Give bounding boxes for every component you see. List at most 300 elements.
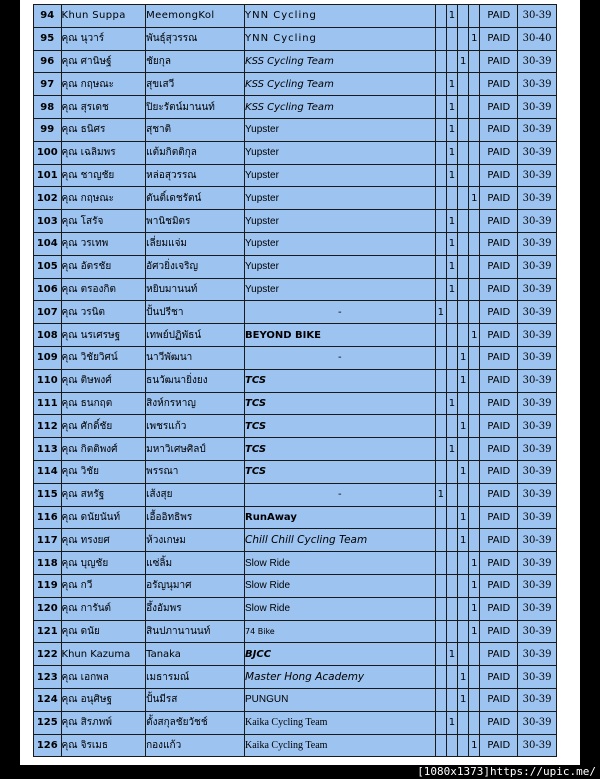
flag-cell (469, 506, 480, 529)
flag-cell (469, 529, 480, 552)
age-group-cell: 30-39 (518, 597, 557, 620)
flag-cell (446, 415, 457, 438)
row-number-cell: 115 (34, 483, 62, 506)
first-name-cell: คุณ วรนิต (61, 301, 146, 324)
flag-cell: 1 (446, 392, 457, 415)
row-number-cell: 110 (34, 369, 62, 392)
row-number-cell: 109 (34, 346, 62, 369)
flag-cell (458, 734, 469, 757)
first-name-cell: คุณ กวี (61, 574, 146, 597)
age-group-cell: 30-39 (518, 369, 557, 392)
age-group-cell: 30-39 (518, 574, 557, 597)
row-number-cell: 95 (34, 27, 62, 50)
flag-cell (446, 552, 457, 575)
flag-cell (469, 460, 480, 483)
payment-status-cell: PAID (480, 346, 518, 369)
flag-cell: 1 (469, 734, 480, 757)
last-name-cell: เพชรแก้ว (146, 415, 245, 438)
table-row (34, 734, 557, 757)
team-cell: YNN Cycling (245, 5, 436, 28)
team-cell: TCS (245, 460, 436, 483)
flag-cell: 1 (446, 643, 457, 666)
row-number-cell: 101 (34, 164, 62, 187)
last-name-cell: พานิชมิตร (146, 210, 245, 233)
payment-status-cell: PAID (480, 210, 518, 233)
last-name-cell: ปั้นมีรส (146, 688, 245, 711)
row-number-cell: 103 (34, 210, 62, 233)
age-group-cell: 30-39 (518, 96, 557, 119)
row-number-cell: 107 (34, 301, 62, 324)
team-cell: - (245, 301, 436, 324)
table-row (34, 5, 557, 28)
flag-cell (446, 734, 457, 757)
flag-cell (435, 460, 446, 483)
table-row (34, 301, 557, 324)
table-row (34, 50, 557, 73)
row-number-cell: 102 (34, 187, 62, 210)
last-name-cell: MeemongKol (146, 5, 245, 28)
flag-cell (435, 643, 446, 666)
flag-cell (435, 574, 446, 597)
table-row (34, 483, 557, 506)
flag-cell (458, 620, 469, 643)
age-group-cell: 30-39 (518, 5, 557, 28)
age-group-cell: 30-39 (518, 255, 557, 278)
team-cell: Master Hong Academy (245, 666, 436, 689)
payment-status-cell: PAID (480, 5, 518, 28)
age-group-cell: 30-39 (518, 73, 557, 96)
flag-cell (458, 187, 469, 210)
flag-cell: 1 (446, 73, 457, 96)
age-group-cell: 30-39 (518, 734, 557, 757)
age-group-cell: 30-39 (518, 232, 557, 255)
flag-cell: 1 (446, 5, 457, 28)
table-row (34, 369, 557, 392)
flag-cell (469, 711, 480, 734)
flag-cell (458, 164, 469, 187)
flag-cell (469, 688, 480, 711)
row-number-cell: 116 (34, 506, 62, 529)
payment-status-cell: PAID (480, 118, 518, 141)
last-name-cell: ชัยกุล (146, 50, 245, 73)
flag-cell (435, 529, 446, 552)
flag-cell: 1 (469, 324, 480, 347)
flag-cell (458, 5, 469, 28)
flag-cell (435, 255, 446, 278)
flag-cell: 1 (458, 346, 469, 369)
age-group-cell: 30-39 (518, 438, 557, 461)
flag-cell (469, 210, 480, 233)
table-row (34, 574, 557, 597)
flag-cell (435, 164, 446, 187)
team-cell: - (245, 346, 436, 369)
payment-status-cell: PAID (480, 187, 518, 210)
last-name-cell: เส้งสุย (146, 483, 245, 506)
flag-cell (469, 643, 480, 666)
flag-cell (435, 346, 446, 369)
row-number-cell: 126 (34, 734, 62, 757)
team-cell: TCS (245, 415, 436, 438)
table-row (34, 643, 557, 666)
flag-cell (435, 392, 446, 415)
table-row (34, 506, 557, 529)
age-group-cell: 30-39 (518, 301, 557, 324)
last-name-cell: กองแก้ว (146, 734, 245, 757)
flag-cell (446, 666, 457, 689)
payment-status-cell: PAID (480, 483, 518, 506)
age-group-cell: 30-39 (518, 483, 557, 506)
age-group-cell: 30-39 (518, 711, 557, 734)
flag-cell (469, 392, 480, 415)
flag-cell (469, 232, 480, 255)
flag-cell (469, 438, 480, 461)
payment-status-cell: PAID (480, 232, 518, 255)
flag-cell (435, 210, 446, 233)
flag-cell: 1 (435, 301, 446, 324)
flag-cell: 1 (469, 552, 480, 575)
table-row (34, 255, 557, 278)
last-name-cell: เทพย์ปฏิพัธน์ (146, 324, 245, 347)
flag-cell (435, 141, 446, 164)
payment-status-cell: PAID (480, 643, 518, 666)
payment-status-cell: PAID (480, 141, 518, 164)
team-cell: TCS (245, 369, 436, 392)
team-cell: Yupster (245, 164, 436, 187)
row-number-cell: 98 (34, 96, 62, 119)
table-row (34, 346, 557, 369)
first-name-cell: คุณ กฤษณะ (61, 187, 146, 210)
first-name-cell: คุณ วิชัย (61, 460, 146, 483)
flag-cell (469, 96, 480, 119)
age-group-cell: 30-39 (518, 460, 557, 483)
flag-cell (458, 210, 469, 233)
flag-cell (446, 346, 457, 369)
flag-cell (446, 324, 457, 347)
flag-cell (469, 278, 480, 301)
team-cell: KSS Cycling Team (245, 50, 436, 73)
first-name-cell: Khun Kazuma (61, 643, 146, 666)
team-cell: Yupster (245, 255, 436, 278)
last-name-cell: หยิบมานนท์ (146, 278, 245, 301)
payment-status-cell: PAID (480, 597, 518, 620)
first-name-cell: คุณ ธนิศร (61, 118, 146, 141)
flag-cell (435, 118, 446, 141)
flag-cell (446, 27, 457, 50)
age-group-cell: 30-39 (518, 164, 557, 187)
flag-cell (435, 438, 446, 461)
flag-cell (458, 301, 469, 324)
first-name-cell: คุณ นุวาร์ (61, 27, 146, 50)
age-group-cell: 30-39 (518, 50, 557, 73)
flag-cell (458, 96, 469, 119)
team-cell: 74 Bike (245, 620, 436, 643)
age-group-cell: 30-39 (518, 141, 557, 164)
flag-cell: 1 (458, 666, 469, 689)
flag-cell (446, 529, 457, 552)
first-name-cell: คุณ ติษพงศ์ (61, 369, 146, 392)
flag-cell: 1 (446, 118, 457, 141)
flag-cell (458, 27, 469, 50)
last-name-cell: นาวีพัฒนา (146, 346, 245, 369)
flag-cell: 1 (446, 210, 457, 233)
table-row (34, 27, 557, 50)
row-number-cell: 117 (34, 529, 62, 552)
team-cell: - (245, 483, 436, 506)
flag-cell (458, 438, 469, 461)
flag-cell (458, 597, 469, 620)
row-number-cell: 105 (34, 255, 62, 278)
flag-cell (435, 73, 446, 96)
row-number-cell: 99 (34, 118, 62, 141)
flag-cell: 1 (446, 141, 457, 164)
first-name-cell: คุณ ดนัยนันท์ (61, 506, 146, 529)
team-cell: RunAway (245, 506, 436, 529)
row-number-cell: 111 (34, 392, 62, 415)
age-group-cell: 30-39 (518, 187, 557, 210)
last-name-cell: สินปภานานนท์ (146, 620, 245, 643)
last-name-cell: Tanaka (146, 643, 245, 666)
flag-cell (435, 96, 446, 119)
payment-status-cell: PAID (480, 278, 518, 301)
first-name-cell: คุณ ทรงยศ (61, 529, 146, 552)
participant-table (33, 4, 557, 757)
payment-status-cell: PAID (480, 529, 518, 552)
flag-cell (435, 711, 446, 734)
age-group-cell: 30-39 (518, 529, 557, 552)
table-row (34, 666, 557, 689)
team-cell: KSS Cycling Team (245, 96, 436, 119)
team-cell: Yupster (245, 210, 436, 233)
payment-status-cell: PAID (480, 324, 518, 347)
last-name-cell: ห้วงเกษม (146, 529, 245, 552)
payment-status-cell: PAID (480, 574, 518, 597)
row-number-cell: 106 (34, 278, 62, 301)
first-name-cell: คุณ จิรเมธ (61, 734, 146, 757)
flag-cell (469, 73, 480, 96)
flag-cell: 1 (458, 369, 469, 392)
table-row (34, 96, 557, 119)
payment-status-cell: PAID (480, 96, 518, 119)
flag-cell (446, 50, 457, 73)
last-name-cell: ตั้งสกุลชัยวัชช์ (146, 711, 245, 734)
payment-status-cell: PAID (480, 301, 518, 324)
payment-status-cell: PAID (480, 50, 518, 73)
team-cell: Kaika Cycling Team (245, 734, 436, 757)
flag-cell (458, 324, 469, 347)
last-name-cell: อรัญนุมาศ (146, 574, 245, 597)
table-row (34, 187, 557, 210)
first-name-cell: คุณ ชาญชัย (61, 164, 146, 187)
flag-cell (469, 666, 480, 689)
team-cell: Yupster (245, 232, 436, 255)
last-name-cell: สุชาติ (146, 118, 245, 141)
roster-sheet (20, 0, 580, 765)
first-name-cell: คุณ อัตรชัย (61, 255, 146, 278)
flag-cell (446, 506, 457, 529)
flag-cell: 1 (458, 415, 469, 438)
last-name-cell: อึ้งอัมพร (146, 597, 245, 620)
age-group-cell: 30-39 (518, 346, 557, 369)
first-name-cell: คุณ สิรภพพ์ (61, 711, 146, 734)
age-group-cell: 30-40 (518, 27, 557, 50)
flag-cell (435, 5, 446, 28)
last-name-cell: อัศวยิ่งเจริญ (146, 255, 245, 278)
flag-cell (446, 597, 457, 620)
flag-cell (458, 73, 469, 96)
flag-cell: 1 (458, 460, 469, 483)
first-name-cell: คุณ ศานิษฐ์ (61, 50, 146, 73)
first-name-cell: คุณ การันต์ (61, 597, 146, 620)
team-cell: Chill Chill Cycling Team (245, 529, 436, 552)
payment-status-cell: PAID (480, 415, 518, 438)
first-name-cell: คุณ ดนัย (61, 620, 146, 643)
flag-cell (446, 369, 457, 392)
flag-cell: 1 (469, 27, 480, 50)
table-row (34, 620, 557, 643)
flag-cell (469, 415, 480, 438)
row-number-cell: 113 (34, 438, 62, 461)
last-name-cell: เอื้ออิทธิพร (146, 506, 245, 529)
first-name-cell: คุณ กฤษณะ (61, 73, 146, 96)
first-name-cell: คุณ เฉลิมพร (61, 141, 146, 164)
payment-status-cell: PAID (480, 711, 518, 734)
flag-cell: 1 (435, 483, 446, 506)
flag-cell (469, 141, 480, 164)
flag-cell: 1 (446, 711, 457, 734)
flag-cell: 1 (458, 506, 469, 529)
table-row (34, 232, 557, 255)
payment-status-cell: PAID (480, 666, 518, 689)
flag-cell (458, 141, 469, 164)
table-row (34, 688, 557, 711)
row-number-cell: 119 (34, 574, 62, 597)
row-number-cell: 121 (34, 620, 62, 643)
payment-status-cell: PAID (480, 688, 518, 711)
age-group-cell: 30-39 (518, 118, 557, 141)
flag-cell (446, 187, 457, 210)
team-cell: TCS (245, 438, 436, 461)
flag-cell (458, 278, 469, 301)
flag-cell (435, 666, 446, 689)
flag-cell (458, 392, 469, 415)
flag-cell (435, 506, 446, 529)
last-name-cell: ปิยะรัตน์มานนท์ (146, 96, 245, 119)
first-name-cell: คุณ ตรองกิต (61, 278, 146, 301)
payment-status-cell: PAID (480, 506, 518, 529)
first-name-cell: คุณ วิชัยวิศน์ (61, 346, 146, 369)
payment-status-cell: PAID (480, 438, 518, 461)
row-number-cell: 114 (34, 460, 62, 483)
flag-cell: 1 (469, 597, 480, 620)
flag-cell (469, 369, 480, 392)
age-group-cell: 30-39 (518, 643, 557, 666)
row-number-cell: 104 (34, 232, 62, 255)
last-name-cell: พันธุ์สุวรรณ (146, 27, 245, 50)
first-name-cell: คุณ อนุศิษฐ (61, 688, 146, 711)
team-cell: TCS (245, 392, 436, 415)
table-row (34, 711, 557, 734)
flag-cell: 1 (446, 255, 457, 278)
flag-cell: 1 (458, 529, 469, 552)
team-cell: Yupster (245, 141, 436, 164)
team-cell: Yupster (245, 278, 436, 301)
flag-cell: 1 (446, 232, 457, 255)
first-name-cell: คุณ สหรัฐ (61, 483, 146, 506)
payment-status-cell: PAID (480, 73, 518, 96)
first-name-cell: Khun Suppa (61, 5, 146, 28)
table-row (34, 415, 557, 438)
last-name-cell: หล่อสุวรรณ (146, 164, 245, 187)
team-cell: Slow Ride (245, 597, 436, 620)
last-name-cell: ปั้นปรีชา (146, 301, 245, 324)
row-number-cell: 94 (34, 5, 62, 28)
last-name-cell: เมธารมณ์ (146, 666, 245, 689)
flag-cell (458, 483, 469, 506)
row-number-cell: 122 (34, 643, 62, 666)
row-number-cell: 112 (34, 415, 62, 438)
last-name-cell: แซ่ลิ้ม (146, 552, 245, 575)
last-name-cell: สิงห์กรหาญ (146, 392, 245, 415)
flag-cell (469, 301, 480, 324)
team-cell: Yupster (245, 118, 436, 141)
first-name-cell: คุณ สุรเดช (61, 96, 146, 119)
table-row (34, 141, 557, 164)
flag-cell (446, 460, 457, 483)
first-name-cell: คุณ โสรัจ (61, 210, 146, 233)
first-name-cell: คุณ บุญชัย (61, 552, 146, 575)
age-group-cell: 30-39 (518, 415, 557, 438)
table-row (34, 278, 557, 301)
flag-cell (469, 483, 480, 506)
flag-cell (435, 688, 446, 711)
payment-status-cell: PAID (480, 164, 518, 187)
flag-cell: 1 (458, 50, 469, 73)
last-name-cell: มหาวิเศษศิลป์ (146, 438, 245, 461)
flag-cell (469, 50, 480, 73)
age-group-cell: 30-39 (518, 278, 557, 301)
row-number-cell: 97 (34, 73, 62, 96)
flag-cell: 1 (458, 688, 469, 711)
flag-cell (458, 255, 469, 278)
table-row (34, 552, 557, 575)
flag-cell (435, 50, 446, 73)
row-number-cell: 118 (34, 552, 62, 575)
team-cell: Slow Ride (245, 574, 436, 597)
row-number-cell: 108 (34, 324, 62, 347)
table-row (34, 118, 557, 141)
first-name-cell: คุณ เอกพล (61, 666, 146, 689)
flag-cell (446, 620, 457, 643)
flag-cell (469, 164, 480, 187)
payment-status-cell: PAID (480, 734, 518, 757)
last-name-cell: ธนวัฒนายิ่งยง (146, 369, 245, 392)
team-cell: BEYOND BIKE (245, 324, 436, 347)
table-row (34, 210, 557, 233)
flag-cell: 1 (446, 438, 457, 461)
flag-cell (446, 301, 457, 324)
flag-cell: 1 (469, 620, 480, 643)
last-name-cell: ตันติ์เดชรัตน์ (146, 187, 245, 210)
payment-status-cell: PAID (480, 620, 518, 643)
payment-status-cell: PAID (480, 392, 518, 415)
flag-cell (435, 552, 446, 575)
flag-cell: 1 (469, 574, 480, 597)
flag-cell (435, 597, 446, 620)
age-group-cell: 30-39 (518, 552, 557, 575)
flag-cell (435, 324, 446, 347)
flag-cell (469, 5, 480, 28)
payment-status-cell: PAID (480, 460, 518, 483)
